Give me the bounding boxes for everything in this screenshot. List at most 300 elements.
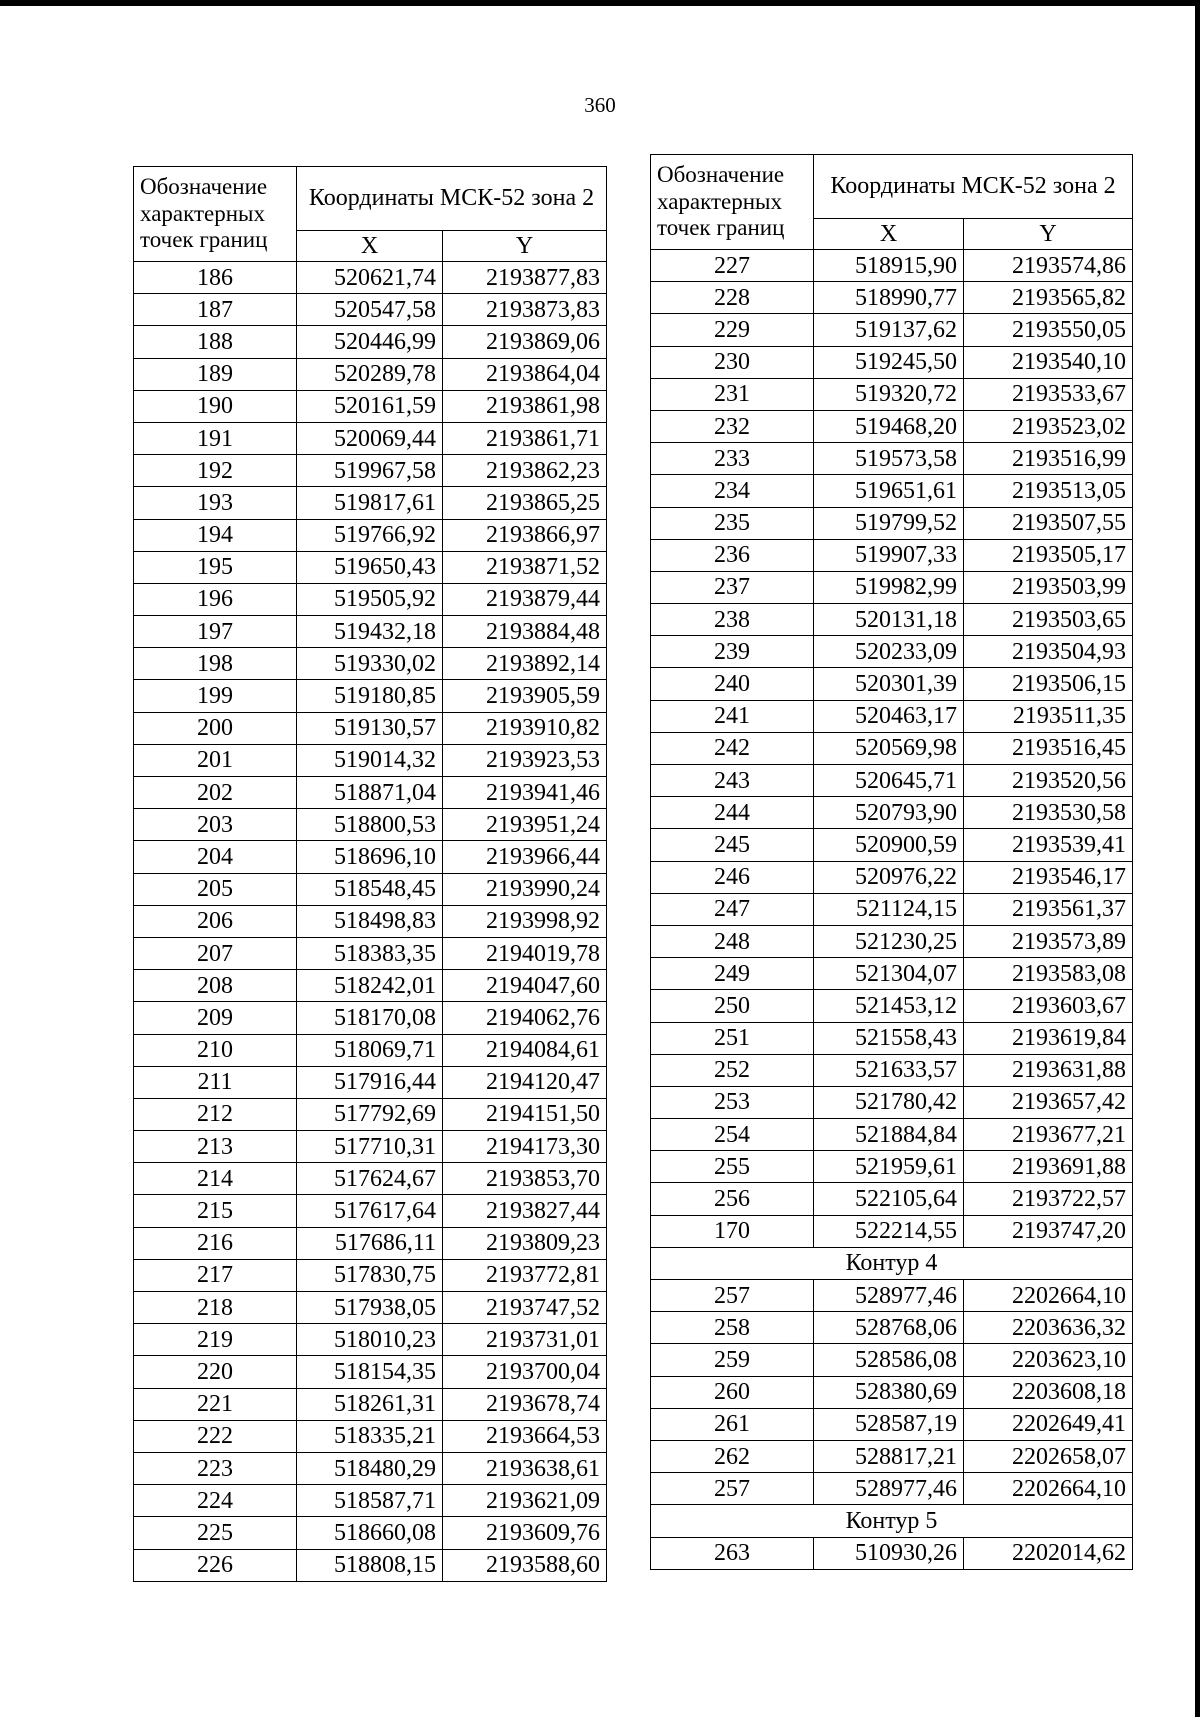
x-coordinate-cell: 518261,31 bbox=[297, 1388, 443, 1420]
point-id-cell: 209 bbox=[134, 1002, 297, 1034]
y-coordinate-cell: 2193539,41 bbox=[964, 829, 1133, 861]
table-row bbox=[651, 571, 1133, 603]
x-coordinate-cell: 520289,78 bbox=[297, 358, 443, 390]
table-row bbox=[134, 294, 607, 326]
x-coordinate-cell: 519505,92 bbox=[297, 583, 443, 615]
x-coordinate-cell: 517916,44 bbox=[297, 1066, 443, 1098]
x-coordinate-cell: 528587,19 bbox=[814, 1408, 964, 1440]
table-row bbox=[651, 636, 1133, 668]
table-row bbox=[134, 712, 607, 744]
y-coordinate-cell: 2193873,83 bbox=[443, 294, 607, 326]
table-row bbox=[651, 250, 1133, 282]
y-coordinate-cell: 2193861,71 bbox=[443, 422, 607, 454]
point-id-cell: 238 bbox=[651, 604, 814, 636]
y-coordinate-cell: 2193573,89 bbox=[964, 925, 1133, 957]
table-row bbox=[134, 1131, 607, 1163]
table-row bbox=[134, 616, 607, 648]
point-id-cell: 258 bbox=[651, 1312, 814, 1344]
y-coordinate-cell: 2193507,55 bbox=[964, 507, 1133, 539]
point-id-cell: 186 bbox=[134, 262, 297, 294]
table-row bbox=[134, 1195, 607, 1227]
table-row bbox=[651, 1280, 1133, 1312]
table-row bbox=[651, 990, 1133, 1022]
table-row bbox=[134, 873, 607, 905]
table-row bbox=[134, 1452, 607, 1484]
x-coordinate-cell: 519330,02 bbox=[297, 648, 443, 680]
y-coordinate-cell: 2193565,82 bbox=[964, 282, 1133, 314]
x-coordinate-cell: 522105,64 bbox=[814, 1183, 964, 1215]
x-coordinate-cell: 520463,17 bbox=[814, 700, 964, 732]
table-row bbox=[651, 1537, 1133, 1569]
point-id-cell: 211 bbox=[134, 1066, 297, 1098]
point-id-cell: 231 bbox=[651, 378, 814, 410]
y-coordinate-cell: 2193588,60 bbox=[443, 1549, 607, 1581]
point-id-cell: 189 bbox=[134, 358, 297, 390]
table-row bbox=[651, 797, 1133, 829]
x-coordinate-cell: 517830,75 bbox=[297, 1259, 443, 1291]
point-id-cell: 236 bbox=[651, 539, 814, 571]
table-row bbox=[134, 487, 607, 519]
point-id-cell: 216 bbox=[134, 1227, 297, 1259]
x-coordinate-cell: 528817,21 bbox=[814, 1440, 964, 1472]
point-id-cell: 249 bbox=[651, 958, 814, 990]
table-row bbox=[651, 700, 1133, 732]
x-coordinate-cell: 519573,58 bbox=[814, 443, 964, 475]
y-coordinate-cell: 2193747,52 bbox=[443, 1292, 607, 1324]
y-coordinate-cell: 2193691,88 bbox=[964, 1151, 1133, 1183]
x-coordinate-cell: 518383,35 bbox=[297, 937, 443, 969]
y-coordinate-cell: 2193504,93 bbox=[964, 636, 1133, 668]
point-id-cell: 235 bbox=[651, 507, 814, 539]
scan-border-right bbox=[1195, 0, 1200, 1717]
y-coordinate-cell: 2193503,99 bbox=[964, 571, 1133, 603]
point-id-cell: 191 bbox=[134, 422, 297, 454]
table-row bbox=[134, 970, 607, 1002]
table-row bbox=[134, 1356, 607, 1388]
point-id-cell: 262 bbox=[651, 1440, 814, 1472]
point-id-cell: 222 bbox=[134, 1420, 297, 1452]
y-coordinate-cell: 2193871,52 bbox=[443, 551, 607, 583]
point-id-cell: 245 bbox=[651, 829, 814, 861]
x-coordinate-cell: 519137,62 bbox=[814, 314, 964, 346]
x-coordinate-cell: 520976,22 bbox=[814, 861, 964, 893]
x-coordinate-cell: 520900,59 bbox=[814, 829, 964, 861]
table-row bbox=[651, 1312, 1133, 1344]
table-body-left bbox=[134, 262, 607, 1582]
y-coordinate-cell: 2202649,41 bbox=[964, 1408, 1133, 1440]
x-coordinate-cell: 518915,90 bbox=[814, 250, 964, 282]
x-coordinate-cell: 517792,69 bbox=[297, 1098, 443, 1130]
table-row bbox=[134, 648, 607, 680]
point-id-cell: 242 bbox=[651, 732, 814, 764]
y-coordinate-cell: 2193905,59 bbox=[443, 680, 607, 712]
table-row bbox=[134, 680, 607, 712]
table-row bbox=[134, 1485, 607, 1517]
x-coordinate-cell: 519967,58 bbox=[297, 455, 443, 487]
point-id-cell: 213 bbox=[134, 1131, 297, 1163]
point-id-cell: 233 bbox=[651, 443, 814, 475]
scan-border-top bbox=[0, 0, 1200, 6]
point-id-cell: 225 bbox=[134, 1517, 297, 1549]
x-coordinate-cell: 520233,09 bbox=[814, 636, 964, 668]
header-x: X bbox=[814, 219, 964, 250]
header-y: Y bbox=[964, 219, 1133, 250]
table-row bbox=[134, 1034, 607, 1066]
point-id-cell: 187 bbox=[134, 294, 297, 326]
table-row bbox=[134, 1517, 607, 1549]
table-row bbox=[651, 1376, 1133, 1408]
x-coordinate-cell: 518069,71 bbox=[297, 1034, 443, 1066]
point-id-cell: 227 bbox=[651, 250, 814, 282]
y-coordinate-cell: 2193583,08 bbox=[964, 958, 1133, 990]
table-row bbox=[134, 1163, 607, 1195]
contour-row bbox=[651, 1505, 1133, 1537]
x-coordinate-cell: 528977,46 bbox=[814, 1280, 964, 1312]
x-coordinate-cell: 521633,57 bbox=[814, 1054, 964, 1086]
x-coordinate-cell: 520446,99 bbox=[297, 326, 443, 358]
x-coordinate-cell: 519650,43 bbox=[297, 551, 443, 583]
point-id-cell: 200 bbox=[134, 712, 297, 744]
point-id-cell: 259 bbox=[651, 1344, 814, 1376]
y-coordinate-cell: 2193941,46 bbox=[443, 777, 607, 809]
x-coordinate-cell: 518154,35 bbox=[297, 1356, 443, 1388]
x-coordinate-cell: 518010,23 bbox=[297, 1324, 443, 1356]
x-coordinate-cell: 517938,05 bbox=[297, 1292, 443, 1324]
y-coordinate-cell: 2193892,14 bbox=[443, 648, 607, 680]
x-coordinate-cell: 519468,20 bbox=[814, 410, 964, 442]
point-id-cell: 210 bbox=[134, 1034, 297, 1066]
y-coordinate-cell: 2194047,60 bbox=[443, 970, 607, 1002]
point-id-cell: 256 bbox=[651, 1183, 814, 1215]
point-id-cell: 206 bbox=[134, 905, 297, 937]
point-id-cell: 240 bbox=[651, 668, 814, 700]
table-row bbox=[134, 326, 607, 358]
table-row bbox=[134, 358, 607, 390]
table-row bbox=[651, 861, 1133, 893]
y-coordinate-cell: 2193677,21 bbox=[964, 1119, 1133, 1151]
table-row bbox=[134, 1292, 607, 1324]
table-row bbox=[651, 378, 1133, 410]
y-coordinate-cell: 2193998,92 bbox=[443, 905, 607, 937]
x-coordinate-cell: 528768,06 bbox=[814, 1312, 964, 1344]
table-row bbox=[651, 668, 1133, 700]
x-coordinate-cell: 518242,01 bbox=[297, 970, 443, 1002]
x-coordinate-cell: 519907,33 bbox=[814, 539, 964, 571]
x-coordinate-cell: 517686,11 bbox=[297, 1227, 443, 1259]
header-y: Y bbox=[443, 231, 607, 262]
table-row bbox=[134, 1388, 607, 1420]
table-row bbox=[134, 1066, 607, 1098]
point-id-cell: 252 bbox=[651, 1054, 814, 1086]
x-coordinate-cell: 518871,04 bbox=[297, 777, 443, 809]
point-id-cell: 212 bbox=[134, 1098, 297, 1130]
point-id-cell: 170 bbox=[651, 1215, 814, 1247]
table-row bbox=[134, 1002, 607, 1034]
y-coordinate-cell: 2193503,65 bbox=[964, 604, 1133, 636]
point-id-cell: 250 bbox=[651, 990, 814, 1022]
table-row bbox=[651, 925, 1133, 957]
contour-label: Контур 4 bbox=[651, 1247, 1133, 1279]
y-coordinate-cell: 2193910,82 bbox=[443, 712, 607, 744]
table-row bbox=[651, 958, 1133, 990]
point-id-cell: 226 bbox=[134, 1549, 297, 1581]
point-id-cell: 232 bbox=[651, 410, 814, 442]
x-coordinate-cell: 518808,15 bbox=[297, 1549, 443, 1581]
x-coordinate-cell: 519982,99 bbox=[814, 571, 964, 603]
y-coordinate-cell: 2203608,18 bbox=[964, 1376, 1133, 1408]
table-row bbox=[134, 905, 607, 937]
x-coordinate-cell: 521959,61 bbox=[814, 1151, 964, 1183]
point-id-cell: 251 bbox=[651, 1022, 814, 1054]
point-id-cell: 244 bbox=[651, 797, 814, 829]
point-id-cell: 192 bbox=[134, 455, 297, 487]
table-row bbox=[651, 1408, 1133, 1440]
point-id-cell: 193 bbox=[134, 487, 297, 519]
y-coordinate-cell: 2202014,62 bbox=[964, 1537, 1133, 1569]
y-coordinate-cell: 2202664,10 bbox=[964, 1280, 1133, 1312]
table-row bbox=[134, 809, 607, 841]
y-coordinate-cell: 2193722,57 bbox=[964, 1183, 1133, 1215]
x-coordinate-cell: 519245,50 bbox=[814, 346, 964, 378]
x-coordinate-cell: 519432,18 bbox=[297, 616, 443, 648]
x-coordinate-cell: 518696,10 bbox=[297, 841, 443, 873]
y-coordinate-cell: 2193966,44 bbox=[443, 841, 607, 873]
coordinates-table-right bbox=[650, 154, 1133, 1570]
x-coordinate-cell: 520569,98 bbox=[814, 732, 964, 764]
y-coordinate-cell: 2194173,30 bbox=[443, 1131, 607, 1163]
x-coordinate-cell: 518990,77 bbox=[814, 282, 964, 314]
table-row bbox=[651, 893, 1133, 925]
point-id-cell: 214 bbox=[134, 1163, 297, 1195]
point-id-cell: 194 bbox=[134, 519, 297, 551]
x-coordinate-cell: 518498,83 bbox=[297, 905, 443, 937]
point-id-cell: 224 bbox=[134, 1485, 297, 1517]
point-id-cell: 253 bbox=[651, 1086, 814, 1118]
table-row bbox=[134, 262, 607, 294]
table-row bbox=[651, 765, 1133, 797]
point-id-cell: 215 bbox=[134, 1195, 297, 1227]
y-coordinate-cell: 2193609,76 bbox=[443, 1517, 607, 1549]
table-row bbox=[134, 1259, 607, 1291]
y-coordinate-cell: 2193561,37 bbox=[964, 893, 1133, 925]
x-coordinate-cell: 519799,52 bbox=[814, 507, 964, 539]
x-coordinate-cell: 521453,12 bbox=[814, 990, 964, 1022]
y-coordinate-cell: 2193513,05 bbox=[964, 475, 1133, 507]
x-coordinate-cell: 519014,32 bbox=[297, 744, 443, 776]
y-coordinate-cell: 2193861,98 bbox=[443, 390, 607, 422]
point-id-cell: 202 bbox=[134, 777, 297, 809]
point-id-cell: 257 bbox=[651, 1473, 814, 1505]
contour-label: Контур 5 bbox=[651, 1505, 1133, 1537]
table-row bbox=[651, 1473, 1133, 1505]
coordinates-table-left bbox=[133, 166, 607, 1582]
point-id-cell: 204 bbox=[134, 841, 297, 873]
table-row bbox=[651, 1344, 1133, 1376]
y-coordinate-cell: 2193747,20 bbox=[964, 1215, 1133, 1247]
point-id-cell: 254 bbox=[651, 1119, 814, 1151]
y-coordinate-cell: 2193884,48 bbox=[443, 616, 607, 648]
x-coordinate-cell: 520645,71 bbox=[814, 765, 964, 797]
table-row bbox=[134, 1549, 607, 1581]
y-coordinate-cell: 2193638,61 bbox=[443, 1452, 607, 1484]
point-id-cell: 203 bbox=[134, 809, 297, 841]
y-coordinate-cell: 2193546,17 bbox=[964, 861, 1133, 893]
header-coords-label: Координаты МСК-52 зона 2 bbox=[814, 155, 1133, 219]
x-coordinate-cell: 517710,31 bbox=[297, 1131, 443, 1163]
header-coords-label: Координаты МСК-52 зона 2 bbox=[297, 167, 607, 231]
point-id-cell: 241 bbox=[651, 700, 814, 732]
table-row bbox=[134, 841, 607, 873]
point-id-cell: 237 bbox=[651, 571, 814, 603]
table-row bbox=[651, 539, 1133, 571]
y-coordinate-cell: 2193621,09 bbox=[443, 1485, 607, 1517]
x-coordinate-cell: 521780,42 bbox=[814, 1086, 964, 1118]
x-coordinate-cell: 510930,26 bbox=[814, 1537, 964, 1569]
point-id-cell: 260 bbox=[651, 1376, 814, 1408]
y-coordinate-cell: 2203623,10 bbox=[964, 1344, 1133, 1376]
y-coordinate-cell: 2193923,53 bbox=[443, 744, 607, 776]
x-coordinate-cell: 519130,57 bbox=[297, 712, 443, 744]
table-row bbox=[651, 604, 1133, 636]
table-row bbox=[134, 1324, 607, 1356]
x-coordinate-cell: 528977,46 bbox=[814, 1473, 964, 1505]
x-coordinate-cell: 521884,84 bbox=[814, 1119, 964, 1151]
table-row bbox=[134, 1420, 607, 1452]
x-coordinate-cell: 520621,74 bbox=[297, 262, 443, 294]
y-coordinate-cell: 2193520,56 bbox=[964, 765, 1133, 797]
table-row bbox=[651, 507, 1133, 539]
y-coordinate-cell: 2193678,74 bbox=[443, 1388, 607, 1420]
x-coordinate-cell: 528380,69 bbox=[814, 1376, 964, 1408]
y-coordinate-cell: 2193879,44 bbox=[443, 583, 607, 615]
x-coordinate-cell: 519817,61 bbox=[297, 487, 443, 519]
point-id-cell: 229 bbox=[651, 314, 814, 346]
x-coordinate-cell: 519651,61 bbox=[814, 475, 964, 507]
x-coordinate-cell: 521230,25 bbox=[814, 925, 964, 957]
table-row bbox=[134, 519, 607, 551]
x-coordinate-cell: 520301,39 bbox=[814, 668, 964, 700]
y-coordinate-cell: 2193664,53 bbox=[443, 1420, 607, 1452]
table-row bbox=[651, 475, 1133, 507]
x-coordinate-cell: 522214,55 bbox=[814, 1215, 964, 1247]
point-id-cell: 221 bbox=[134, 1388, 297, 1420]
y-coordinate-cell: 2193511,35 bbox=[964, 700, 1133, 732]
y-coordinate-cell: 2203636,32 bbox=[964, 1312, 1133, 1344]
table-row bbox=[651, 732, 1133, 764]
x-coordinate-cell: 520793,90 bbox=[814, 797, 964, 829]
table-row bbox=[134, 422, 607, 454]
y-coordinate-cell: 2193516,45 bbox=[964, 732, 1133, 764]
y-coordinate-cell: 2193530,58 bbox=[964, 797, 1133, 829]
table-row bbox=[651, 282, 1133, 314]
y-coordinate-cell: 2193700,04 bbox=[443, 1356, 607, 1388]
point-id-cell: 223 bbox=[134, 1452, 297, 1484]
y-coordinate-cell: 2193869,06 bbox=[443, 326, 607, 358]
table-body-right bbox=[651, 250, 1133, 1570]
y-coordinate-cell: 2202664,10 bbox=[964, 1473, 1133, 1505]
header-point-label: Обозначение характерных точек границ bbox=[651, 155, 814, 250]
table-row bbox=[651, 1215, 1133, 1247]
point-id-cell: 247 bbox=[651, 893, 814, 925]
y-coordinate-cell: 2193550,05 bbox=[964, 314, 1133, 346]
x-coordinate-cell: 518335,21 bbox=[297, 1420, 443, 1452]
table-row bbox=[134, 777, 607, 809]
y-coordinate-cell: 2194019,78 bbox=[443, 937, 607, 969]
y-coordinate-cell: 2193772,81 bbox=[443, 1259, 607, 1291]
point-id-cell: 248 bbox=[651, 925, 814, 957]
y-coordinate-cell: 2193877,83 bbox=[443, 262, 607, 294]
y-coordinate-cell: 2193864,04 bbox=[443, 358, 607, 390]
table-row bbox=[651, 346, 1133, 378]
table-row bbox=[651, 314, 1133, 346]
x-coordinate-cell: 521558,43 bbox=[814, 1022, 964, 1054]
point-id-cell: 199 bbox=[134, 680, 297, 712]
y-coordinate-cell: 2193574,86 bbox=[964, 250, 1133, 282]
point-id-cell: 218 bbox=[134, 1292, 297, 1324]
y-coordinate-cell: 2202658,07 bbox=[964, 1440, 1133, 1472]
point-id-cell: 201 bbox=[134, 744, 297, 776]
table-row bbox=[651, 1440, 1133, 1472]
table-row bbox=[651, 1119, 1133, 1151]
x-coordinate-cell: 518170,08 bbox=[297, 1002, 443, 1034]
x-coordinate-cell: 519320,72 bbox=[814, 378, 964, 410]
point-id-cell: 198 bbox=[134, 648, 297, 680]
y-coordinate-cell: 2193540,10 bbox=[964, 346, 1133, 378]
page-number: 360 bbox=[584, 93, 616, 117]
y-coordinate-cell: 2193631,88 bbox=[964, 1054, 1133, 1086]
y-coordinate-cell: 2193505,17 bbox=[964, 539, 1133, 571]
table-row bbox=[134, 744, 607, 776]
y-coordinate-cell: 2193516,99 bbox=[964, 443, 1133, 475]
x-coordinate-cell: 519180,85 bbox=[297, 680, 443, 712]
point-id-cell: 197 bbox=[134, 616, 297, 648]
y-coordinate-cell: 2193809,23 bbox=[443, 1227, 607, 1259]
x-coordinate-cell: 519766,92 bbox=[297, 519, 443, 551]
table-row bbox=[651, 443, 1133, 475]
y-coordinate-cell: 2193603,67 bbox=[964, 990, 1133, 1022]
y-coordinate-cell: 2193506,15 bbox=[964, 668, 1133, 700]
table-row bbox=[134, 937, 607, 969]
point-id-cell: 220 bbox=[134, 1356, 297, 1388]
point-id-cell: 246 bbox=[651, 861, 814, 893]
point-id-cell: 230 bbox=[651, 346, 814, 378]
point-id-cell: 219 bbox=[134, 1324, 297, 1356]
table-row bbox=[134, 455, 607, 487]
y-coordinate-cell: 2193619,84 bbox=[964, 1022, 1133, 1054]
point-id-cell: 255 bbox=[651, 1151, 814, 1183]
x-coordinate-cell: 528586,08 bbox=[814, 1344, 964, 1376]
header-point-label: Обозначение характерных точек границ bbox=[134, 167, 297, 262]
table-row bbox=[651, 1183, 1133, 1215]
point-id-cell: 207 bbox=[134, 937, 297, 969]
table-row bbox=[134, 1098, 607, 1130]
y-coordinate-cell: 2193657,42 bbox=[964, 1086, 1133, 1118]
x-coordinate-cell: 520547,58 bbox=[297, 294, 443, 326]
x-coordinate-cell: 520069,44 bbox=[297, 422, 443, 454]
point-id-cell: 261 bbox=[651, 1408, 814, 1440]
y-coordinate-cell: 2193866,97 bbox=[443, 519, 607, 551]
header-x: X bbox=[297, 231, 443, 262]
point-id-cell: 196 bbox=[134, 583, 297, 615]
y-coordinate-cell: 2193990,24 bbox=[443, 873, 607, 905]
table-row bbox=[134, 390, 607, 422]
y-coordinate-cell: 2193731,01 bbox=[443, 1324, 607, 1356]
table-row bbox=[134, 583, 607, 615]
point-id-cell: 239 bbox=[651, 636, 814, 668]
x-coordinate-cell: 521304,07 bbox=[814, 958, 964, 990]
x-coordinate-cell: 518587,71 bbox=[297, 1485, 443, 1517]
point-id-cell: 188 bbox=[134, 326, 297, 358]
